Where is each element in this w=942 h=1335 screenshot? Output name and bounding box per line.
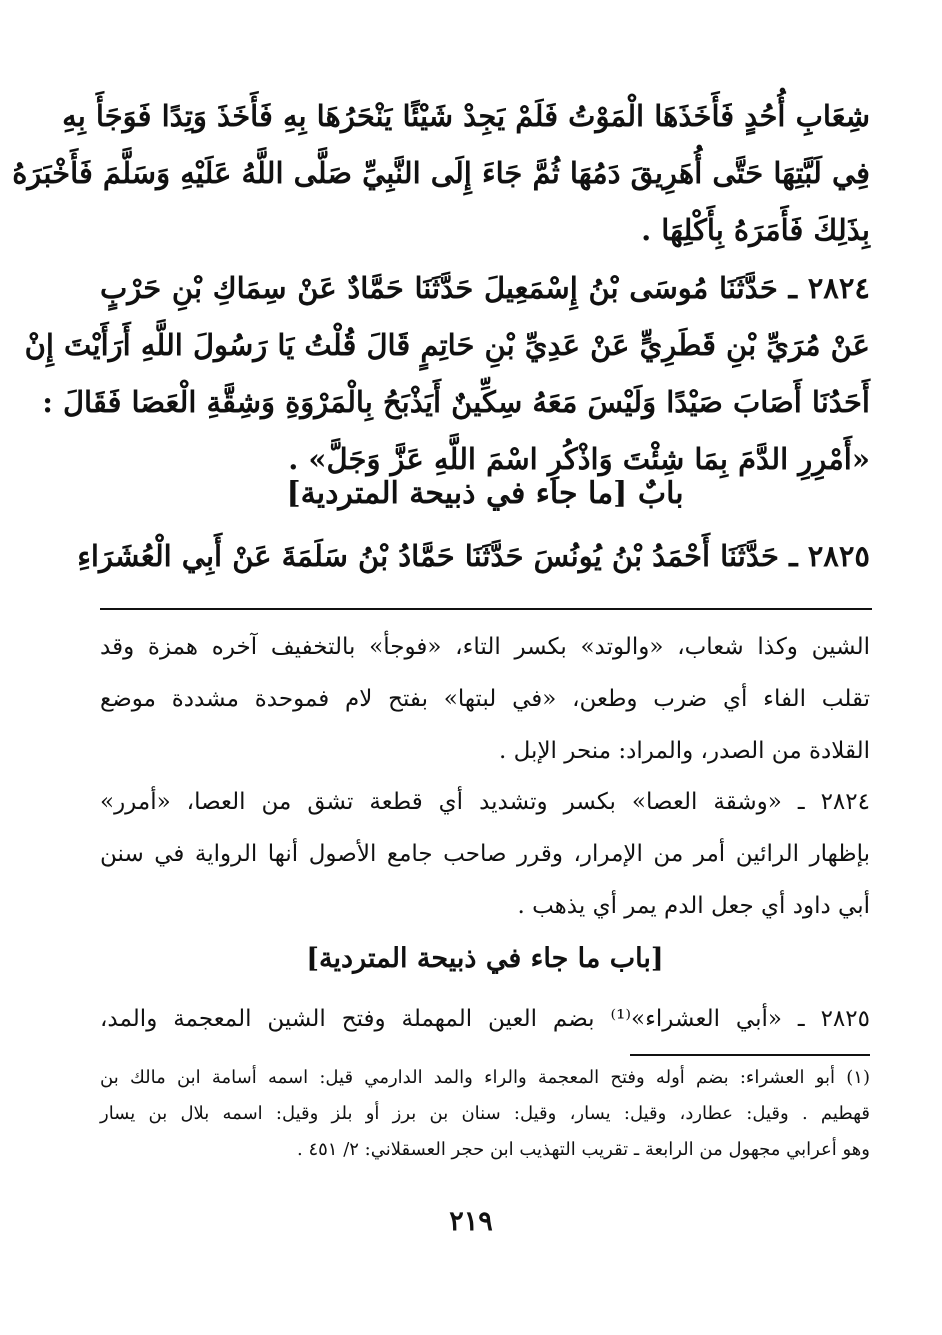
commentary-subheading: [باب ما جاء في ذبيحة المتردية] xyxy=(306,943,664,974)
footnote-line: قهطيم . وقيل: عطارد، وقيل: يسار، وقيل: سنان بن برز أو بلز وقيل: اسمه بلال بن يسار xyxy=(100,1103,870,1124)
commentary-line: القلادة من الصدر، والمراد: منحر الإبل . xyxy=(499,738,870,764)
commentary-line: بإظهار الرائين أمر من الإمرار، وقرر صاحب جامع الأصول أنها الرواية في سنن xyxy=(100,841,870,867)
footnote-divider xyxy=(630,1054,870,1056)
hadith-2824 xyxy=(24,260,870,488)
hadith-line: أَحَدُنَا أَصَابَ صَيْدًا وَلَيْسَ مَعَهُ سِكِّينٌ أَيَذْبَحُ بِالْمَرْوَةِ وَشِقَّةِ الْعَصَا فَقَالَ : xyxy=(42,385,870,419)
hadith-line: ٢٨٢٥ ـ حَدَّثَنَا أَحْمَدُ بْنُ يُونُسَ حَدَّثَنَا حَمَّادُ بْنُ سَلَمَةَ عَنْ أَبِي الْعُشَرَاءِ xyxy=(77,539,870,573)
hadith-2825 xyxy=(77,528,870,585)
hadith-line: شِعَابِ أُحُدٍ فَأَخَذَهَا الْمَوْتُ فَلَمْ يَجِدْ شَيْئًا يَنْحَرُهَا بِهِ فَأَخَذَ وَتِدًا فَوَجَأَ بِهِ xyxy=(62,99,870,133)
commentary-paragraph-3 xyxy=(100,993,870,1045)
hadith-text xyxy=(12,88,870,259)
commentary-line: تقلب الفاء أي ضرب وطعن، «في لبتها» بفتح لام فموحدة مشددة موضع xyxy=(100,686,870,712)
footnote-line: (١) أبو العشراء: بضم أوله وفتح المعجمة والراء والمد الدارمي قيل: اسمه أسامة ابن مالك بن xyxy=(100,1067,870,1088)
hadith-line: بِذَلِكَ فَأَمَرَهُ بِأَكْلِهَا . xyxy=(641,213,870,247)
page-number: ٢١٩ xyxy=(449,1206,493,1237)
commentary-paragraph-2 xyxy=(100,776,870,932)
commentary-paragraph-1 xyxy=(100,621,870,777)
commentary-line: ٢٨٢٤ ـ «وشقة العصا» بكسر وتشديد أي قطعة تشق من العصا، «أمرر» xyxy=(100,789,870,815)
hadith-line: عَنْ مُرَيِّ بْنِ قَطَرِيٍّ عَنْ عَدِيِّ بْنِ حَاتِمٍ قَالَ قُلْتُ يَا رَسُولَ اللَّهِ أَرَأَيْتَ إِنْ xyxy=(24,328,870,362)
footnote xyxy=(100,1060,870,1168)
hadith-line: ٢٨٢٤ ـ حَدَّثَنَا مُوسَى بْنُ إِسْمَعِيلَ حَدَّثَنَا حَمَّادٌ عَنْ سِمَاكِ بْنِ حَرْبٍ xyxy=(100,271,870,305)
main-divider xyxy=(100,608,872,610)
footnote-line: وهو أعرابي مجهول من الرابعة ـ تقريب التهذيب ابن حجر العسقلاني: ٢/ ٤٥١ . xyxy=(297,1139,870,1160)
commentary-line: ٢٨٢٥ ـ «أبي العشراء»⁽¹⁾ بضم العين المهملة وفتح الشين المعجمة والمد، xyxy=(100,1006,870,1032)
hadith-line: «أَمْرِرِ الدَّمَ بِمَا شِئْتَ وَاذْكُرِ اسْمَ اللَّهِ عَزَّ وَجَلَّ» . xyxy=(288,442,870,476)
commentary-line: أبي داود أي جعل الدم يمر أي يذهب . xyxy=(517,893,870,919)
commentary-line: الشين وكذا شعاب، «والوتد» بكسر التاء، «فوجأ» بالتخفيف آخره همزة وقد xyxy=(100,634,870,660)
hadith-line: فِي لَبَّتِهَا حَتَّى أُهَرِيقَ دَمُهَا ثُمَّ جَاءَ إِلَى النَّبِيِّ صَلَّى اللَّهُ عَلَيْهِ وَسَلَّمَ فَأَخْبَرَهُ xyxy=(12,156,870,190)
chapter-heading: بابٌ [ما جاء في ذبيحة المتردية] xyxy=(286,476,684,511)
